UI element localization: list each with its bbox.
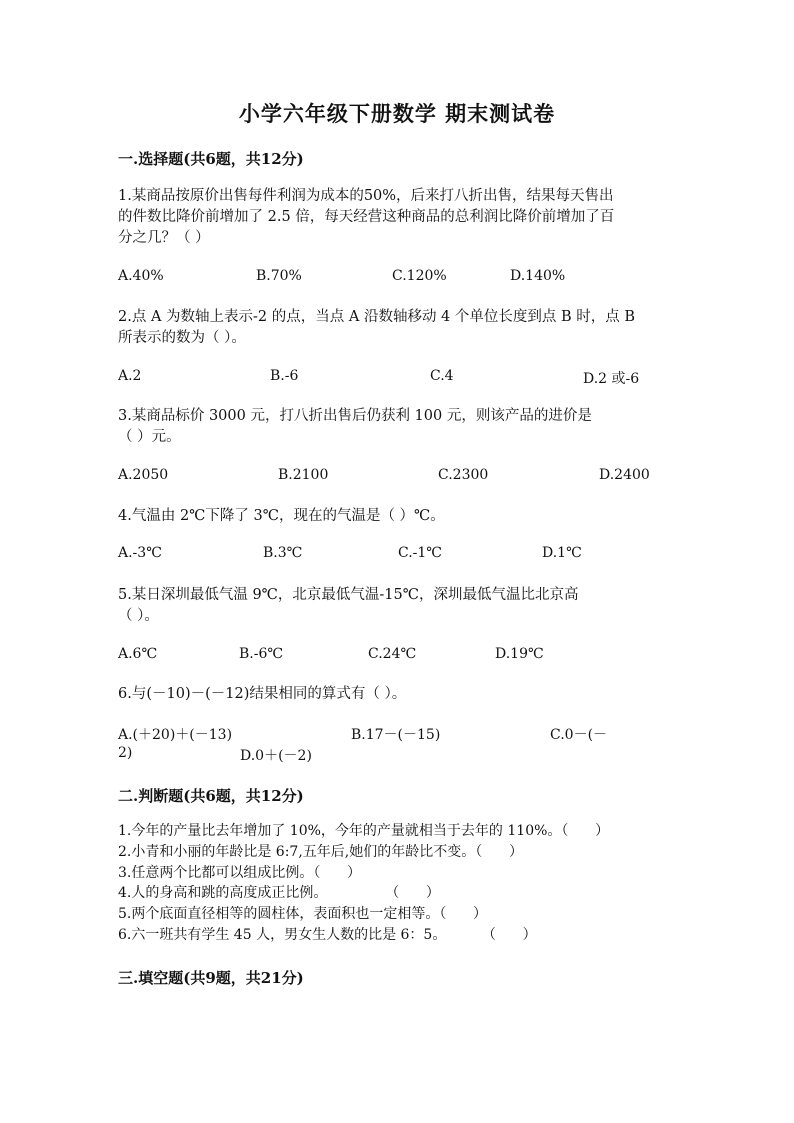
judge-questions	[118, 821, 678, 946]
option-d: D.1℃	[542, 545, 582, 561]
question-text-line: 2.点 A 为数轴上表示-2 的点，当点 A 沿数轴移动 4 个单位长度到点 B 时，点 B	[118, 309, 636, 325]
section-heading-judge: 二.判断题(共6题，共12分)	[118, 787, 304, 805]
choice-options-1	[118, 268, 678, 290]
choice-options-6	[118, 724, 678, 746]
choice-question-2	[118, 307, 678, 349]
judge-item-4: 4.人的身高和跳的高度成正比例。 （ ）	[118, 885, 440, 902]
option-a: A.2	[118, 368, 142, 384]
choice-question-4	[118, 506, 678, 527]
page-title: 小学六年级下册数学 期末测试卷	[238, 101, 556, 126]
option-c: C.2300	[438, 467, 489, 483]
option-d: D.19℃	[495, 646, 544, 662]
judge-item-3: 3.任意两个比都可以组成比例。（ ）	[118, 864, 362, 881]
question-text-line: 4.气温由 2℃下降了 3℃，现在的气温是（ ）℃。	[118, 508, 445, 524]
judge-item-2: 2.小青和小丽的年龄比是 6:7,五年后,她们的年龄比不变。（ ）	[118, 843, 523, 860]
option-c: C.4	[430, 368, 454, 384]
option-c: C.120%	[392, 268, 447, 284]
question-text-line: 分之几？（ ）	[118, 230, 210, 246]
option-a: A.40%	[118, 268, 164, 284]
option-b: B.70%	[256, 268, 302, 284]
option-b: B.-6	[270, 368, 299, 384]
option-d: D.2400	[599, 467, 650, 483]
section-heading-fill: 三.填空题(共9题，共21分)	[118, 969, 304, 987]
judge-item-5: 5.两个底面直径相等的圆柱体，表面积也一定相等。（ ）	[118, 906, 488, 923]
question-text-line: 的件数比降价前增加了 2.5 倍，每天经营这种商品的总利润比降价前增加了百	[118, 209, 615, 225]
judge-item-6: 6.六一班共有学生 45 人，男女生人数的比是 6：5。 （ ）	[118, 926, 537, 943]
choice-question-6	[118, 684, 678, 705]
question-text-line: （ ）。	[118, 608, 159, 624]
option-d: D.0＋(－2)	[240, 748, 312, 764]
option-c: C.0－(－	[550, 727, 608, 743]
option-c-continued: 2)	[118, 745, 133, 761]
option-a: A.-3℃	[118, 545, 162, 561]
judge-item-1: 1.今年的产量比去年增加了 10%，今年的产量就相当于去年的 110%。（ ）	[118, 823, 610, 839]
option-b: B.17－(－15)	[351, 727, 441, 743]
choice-question-3	[118, 406, 678, 448]
option-c: C.24℃	[368, 646, 417, 662]
section-heading-choice: 一.选择题(共6题，共12分)	[118, 150, 304, 168]
option-d: D.140%	[510, 268, 566, 284]
option-d: D.2 或-6	[583, 371, 640, 387]
choice-options-4	[118, 545, 678, 567]
question-text-line: 5.某日深圳最低气温 9℃，北京最低气温-15℃，深圳最低气温比北京高	[118, 587, 579, 603]
choice-question-5	[118, 585, 678, 627]
option-a: A.6℃	[118, 646, 158, 662]
question-text-line: 所表示的数为（ ）。	[118, 330, 246, 346]
option-b: B.-6℃	[239, 646, 284, 662]
option-a: A.2050	[118, 467, 169, 483]
choice-question-1	[118, 186, 678, 249]
question-text-line: 3.某商品标价 3000 元，打八折出售后仍获利 100 元，则该产品的进价是	[118, 408, 592, 424]
question-text-line: （ ）元。	[118, 429, 181, 445]
option-a: A.(＋20)＋(－13)	[118, 727, 233, 743]
choice-options-2	[118, 368, 678, 390]
option-b: B.2100	[278, 467, 329, 483]
option-b: B.3℃	[263, 545, 303, 561]
question-text-line: 1.某商品按原价出售每件利润为成本的50%，后来打八折出售，结果每天售出	[118, 188, 614, 204]
option-c: C.-1℃	[398, 545, 442, 561]
choice-options-5	[118, 646, 678, 668]
choice-options-6-continued	[118, 745, 678, 767]
choice-options-3	[118, 467, 678, 489]
question-text-line: 6.与(－10)－(－12)结果相同的算式有（ ）。	[118, 686, 407, 702]
